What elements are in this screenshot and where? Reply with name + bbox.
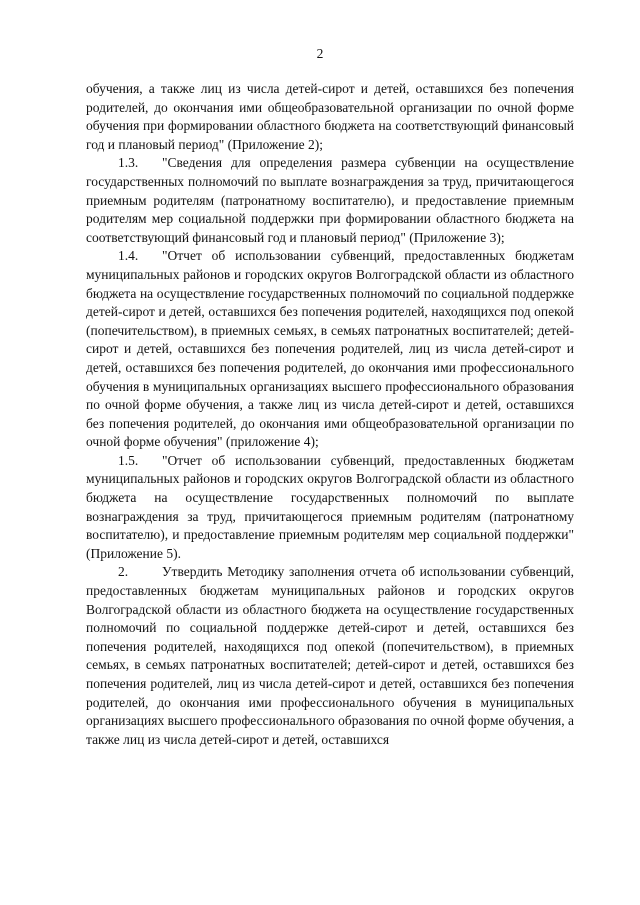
paragraph-text: Утвердить Методику заполнения отчета об использовании субвенций, предоставленных бюджетам муниципальных районов и городских округов Волгоградской области из областного бюджета на осуществление государственных полномочий по социальной поддержке детей-сирот и детей, оставшихся без попечения родителей, находящихся под опекой (попечительством), в приемных семьях, в семьях патронатных воспитателей; детей-сирот и детей, оставшихся без попечения родителей, лиц из числа детей-сирот и детей, оставшихся без попечения родителей, до окончания ими профессионального обучения в муниципальных организациях высшего профессионального образования по очной форме обучения, а также лиц из числа детей-сирот и детей, оставшихся (86, 564, 574, 747)
paragraph-continuation (86, 80, 574, 154)
page-number: 2 (316, 46, 324, 61)
paragraph-item-1-4 (86, 247, 574, 452)
item-number: 1.4. (118, 248, 139, 264)
paragraph-item-2 (86, 563, 574, 749)
paragraph-text: обучения, а также лиц из числа детей-сирот и детей, оставшихся без попечения родителей, до окончания ими общеобразовательной организации по очной форме обучения при формировании областного бюджета на соответствующий финансовый год и плановый период" (Приложение 2); (86, 81, 574, 152)
paragraph-text: "Сведения для определения размера субвенции на осуществление государственных полномочий по выплате вознаграждения за труд, причитающегося приемным родителям (патронатному воспитателю), и предоставление приемным родителям мер социальной поддержки при формировании областного бюджета на соответствующий финансовый год и плановый период" (Приложение 3); (86, 155, 574, 245)
paragraph-item-1-3 (86, 154, 574, 247)
paragraph-item-1-5 (86, 452, 574, 564)
item-number: 2. (118, 564, 129, 580)
paragraph-text: "Отчет об использовании субвенций, предоставленных бюджетам муниципальных районов и городских округов Волгоградской области из областного бюджета на осуществление государственных полномочий по выплате вознаграждения за труд, причитающегося приемным родителям (патронатному воспитателю), и предоставление приемным родителям мер социальной поддержки" (Приложение 5). (86, 452, 574, 561)
paragraph-text: "Отчет об использовании субвенций, предоставленных бюджетам муниципальных районов и городских округов Волгоградской области из областного бюджета на осуществление государственных полномочий по социальной поддержке детей-сирот и детей, оставшихся без попечения родителей, находящихся под опекой (попечительством), в приемных семьях, в семьях патронатных воспитателей; детей-сирот и детей, оставшихся без попечения родителей, лиц из числа детей-сирот и детей, оставшихся без попечения родителей, до окончания ими профессионального обучения в муниципальных организациях высшего профессионального образования по очной форме обучения, а также лиц из числа детей-сирот и детей, оставшихся без попечения родителей, до окончания ими общеобразовательной организации по очной форме обучения" (приложение 4); (86, 248, 574, 450)
document-body (86, 80, 574, 749)
item-number: 1.5. (118, 452, 139, 468)
item-number: 1.3. (118, 155, 139, 171)
